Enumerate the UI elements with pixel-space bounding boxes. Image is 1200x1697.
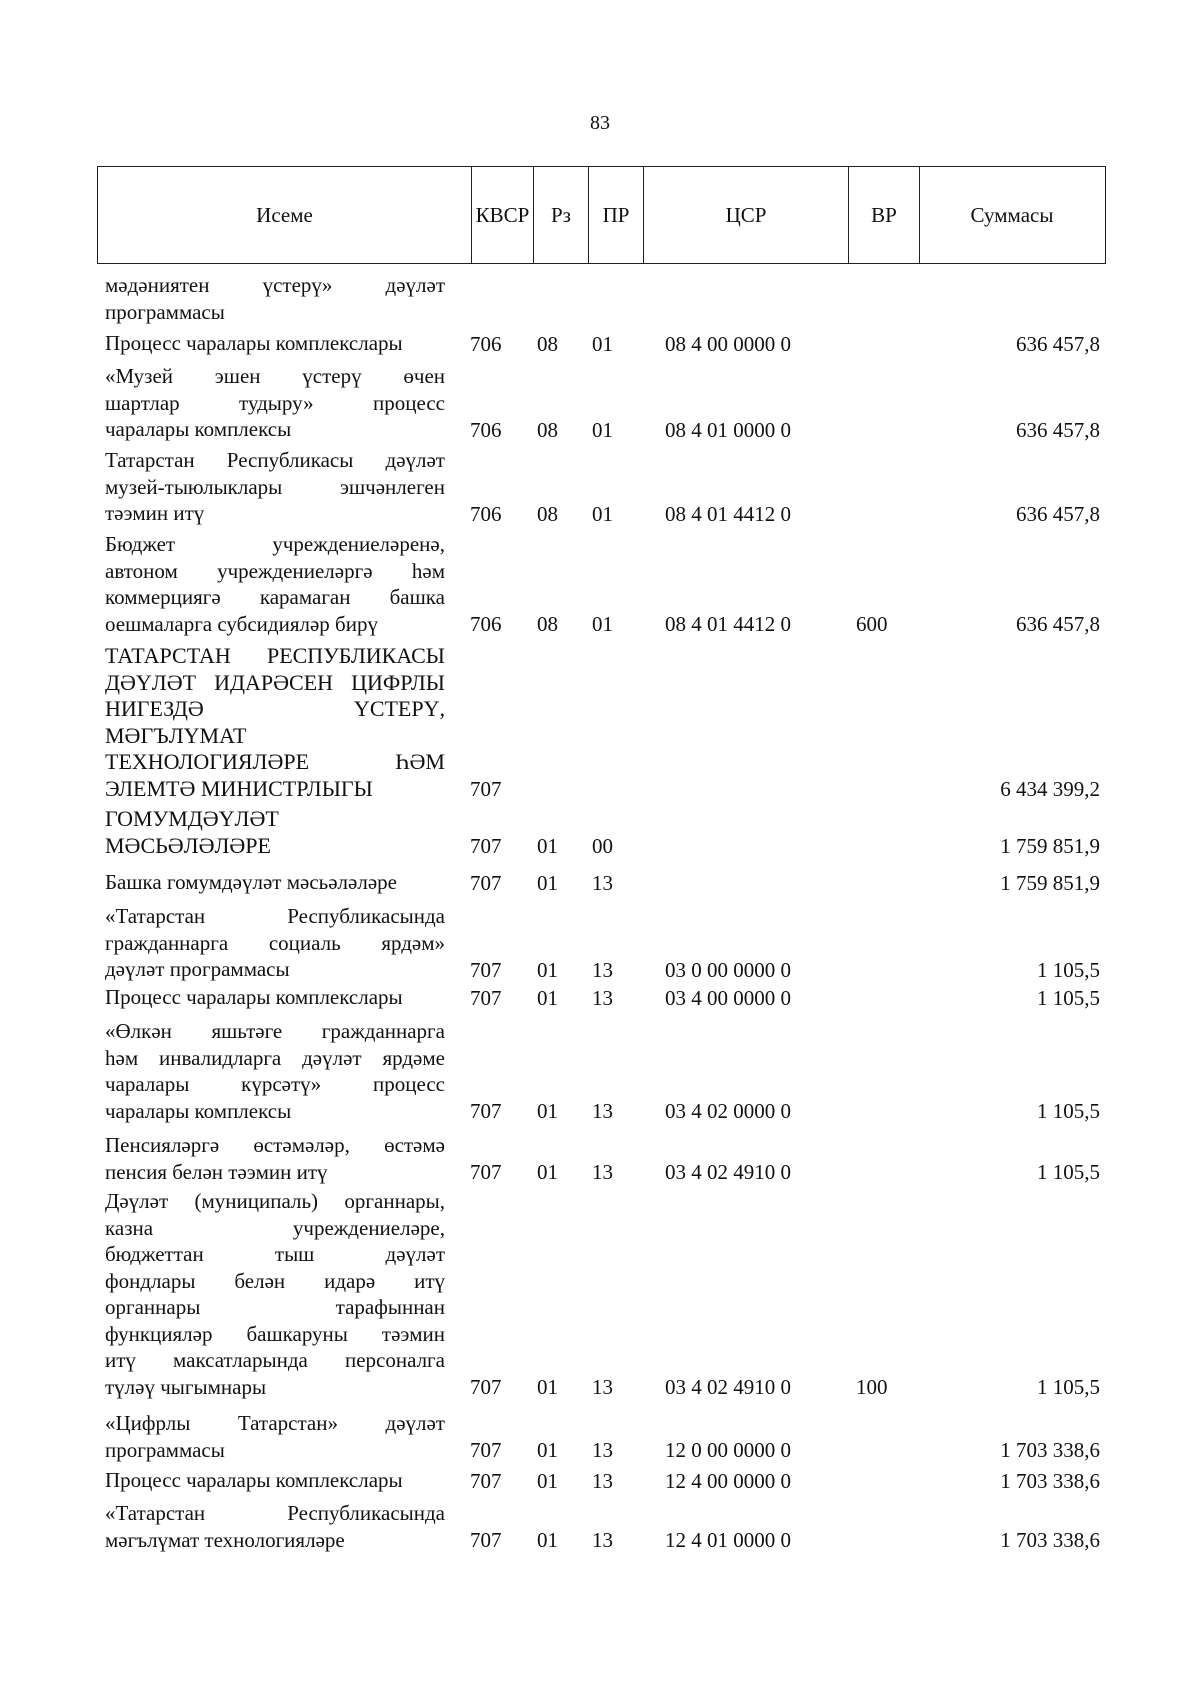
cell-csr: 12 4 01 0000 0 bbox=[665, 1528, 791, 1552]
cell-rz: 01 bbox=[537, 1375, 558, 1399]
table-row bbox=[0, 1467, 1200, 1494]
cell-rz: 01 bbox=[537, 957, 558, 982]
row-name-line: музей-тыюлыклары эшчәнлеген bbox=[105, 474, 445, 499]
cell-kvsr: 707 bbox=[470, 1160, 502, 1184]
table-row bbox=[0, 984, 1200, 1011]
table-row bbox=[0, 643, 1200, 802]
table-row bbox=[0, 272, 1200, 325]
cell-csr: 03 4 00 0000 0 bbox=[665, 985, 791, 1010]
cell-rz: 01 bbox=[537, 1468, 558, 1493]
table-row bbox=[0, 1018, 1200, 1124]
row-name bbox=[105, 272, 445, 325]
cell-csr: 12 4 00 0000 0 bbox=[665, 1468, 791, 1493]
cell-rz: 01 bbox=[537, 834, 558, 858]
row-name-line: «Татарстан Республикасында bbox=[105, 1501, 445, 1525]
row-name-line: коммерциягә карамаган башка bbox=[105, 585, 445, 609]
row-name bbox=[105, 806, 445, 859]
cell-sum: 1 105,5 bbox=[1037, 985, 1100, 1010]
row-name-line: Татарстан Республикасы дәүләт bbox=[105, 448, 445, 472]
cell-kvsr: 706 bbox=[470, 331, 502, 356]
cell-rz: 01 bbox=[537, 870, 558, 895]
row-name bbox=[105, 1188, 445, 1400]
row-name-line: ТАТАРСТАН РЕСПУБЛИКАСЫ bbox=[105, 643, 445, 668]
cell-kvsr: 706 bbox=[470, 417, 502, 442]
row-name-line: оешмаларга субсидияләр бирү bbox=[105, 611, 378, 636]
cell-rz: 01 bbox=[537, 1160, 558, 1184]
cell-rz: 08 bbox=[537, 501, 558, 526]
header-rz: Рз bbox=[533, 167, 588, 263]
cell-kvsr: 706 bbox=[470, 501, 502, 526]
cell-pr: 01 bbox=[592, 417, 613, 442]
row-name bbox=[105, 447, 445, 527]
row-name-line: Процесс чаралары комплекслары bbox=[105, 1468, 403, 1492]
row-name-line: бюджеттан тыш дәүләт bbox=[105, 1242, 445, 1266]
row-name bbox=[105, 869, 445, 896]
cell-pr: 13 bbox=[592, 1375, 613, 1399]
cell-sum: 1 759 851,9 bbox=[1000, 834, 1100, 858]
row-name-line: чаралары комплексы bbox=[105, 1098, 292, 1123]
cell-csr: 08 4 00 0000 0 bbox=[665, 331, 791, 356]
cell-kvsr: 707 bbox=[470, 957, 502, 982]
cell-kvsr: 707 bbox=[470, 1099, 502, 1123]
row-name-line: Пенсияләргә өстәмәләр, өстәмә bbox=[105, 1133, 445, 1157]
row-name-line: казна учреждениеләре, bbox=[105, 1215, 445, 1240]
cell-vr: 100 bbox=[856, 1375, 888, 1399]
cell-rz: 08 bbox=[537, 612, 558, 636]
table-row bbox=[0, 1410, 1200, 1463]
row-name bbox=[105, 1132, 445, 1185]
cell-vr: 600 bbox=[856, 612, 888, 636]
cell-sum: 1 703 338,6 bbox=[1000, 1468, 1100, 1493]
row-name-line: программасы bbox=[105, 299, 225, 324]
cell-pr: 13 bbox=[592, 1099, 613, 1123]
cell-sum: 1 105,5 bbox=[1037, 1099, 1100, 1123]
cell-csr: 03 4 02 4910 0 bbox=[665, 1375, 791, 1399]
cell-sum: 1 105,5 bbox=[1037, 1160, 1100, 1184]
row-name-line: функцияләр башкаруны тәэмин bbox=[105, 1321, 445, 1346]
row-name bbox=[105, 1500, 445, 1553]
cell-sum: 636 457,8 bbox=[1016, 612, 1100, 636]
row-name-line: шартлар тудыру» процесс bbox=[105, 390, 445, 415]
row-name-line: МӘГЪЛҮМАТ bbox=[105, 722, 247, 748]
cell-pr: 13 bbox=[592, 957, 613, 982]
cell-pr: 13 bbox=[592, 1468, 613, 1493]
row-name-line: Процесс чаралары комплекслары bbox=[105, 331, 403, 355]
row-name-line: органнары тарафыннан bbox=[105, 1295, 445, 1319]
cell-kvsr: 706 bbox=[470, 612, 502, 636]
cell-sum: 636 457,8 bbox=[1016, 501, 1100, 526]
header-pr: ПР bbox=[588, 167, 643, 263]
table-header bbox=[97, 166, 1106, 264]
row-name bbox=[105, 984, 445, 1011]
table-row bbox=[0, 531, 1200, 637]
row-name-line: автоном учреждениеләргә һәм bbox=[105, 558, 445, 583]
header-csr: ЦСР bbox=[643, 167, 848, 263]
row-name-line: «Татарстан Республикасында bbox=[105, 904, 445, 928]
row-name bbox=[105, 330, 445, 357]
cell-sum: 1 703 338,6 bbox=[1000, 1528, 1100, 1552]
cell-rz: 08 bbox=[537, 331, 558, 356]
row-name bbox=[105, 363, 445, 443]
table-row bbox=[0, 1500, 1200, 1553]
table-row bbox=[0, 869, 1200, 896]
cell-csr: 03 4 02 4910 0 bbox=[665, 1160, 791, 1184]
cell-sum: 1 759 851,9 bbox=[1000, 870, 1100, 895]
table-row bbox=[0, 903, 1200, 983]
row-name bbox=[105, 1018, 445, 1124]
table-row bbox=[0, 330, 1200, 357]
cell-kvsr: 707 bbox=[470, 777, 502, 801]
cell-pr: 00 bbox=[592, 834, 613, 858]
row-name-line: Процесс чаралары комплекслары bbox=[105, 985, 403, 1009]
table-row bbox=[0, 1188, 1200, 1400]
row-name-line: түләү чыгымнары bbox=[105, 1374, 267, 1399]
cell-rz: 01 bbox=[537, 1528, 558, 1552]
row-name-line: «Өлкән яшьтәге гражданнарга bbox=[105, 1019, 445, 1043]
row-name-line: ТЕХНОЛОГИЯЛӘРЕ ҺӘМ bbox=[105, 749, 445, 774]
table-row bbox=[0, 806, 1200, 859]
cell-sum: 1 105,5 bbox=[1037, 957, 1100, 982]
row-name-line: мәдәниятен үстерү» дәүләт bbox=[105, 273, 445, 297]
row-name-line: ГОМУМДӘҮЛӘТ bbox=[105, 806, 279, 831]
row-name bbox=[105, 1467, 445, 1494]
table-row bbox=[0, 447, 1200, 527]
cell-pr: 13 bbox=[592, 1528, 613, 1552]
cell-sum: 1 105,5 bbox=[1037, 1375, 1100, 1399]
cell-kvsr: 707 bbox=[470, 1375, 502, 1399]
cell-kvsr: 707 bbox=[470, 1528, 502, 1552]
table-row bbox=[0, 1132, 1200, 1185]
cell-sum: 1 703 338,6 bbox=[1000, 1438, 1100, 1462]
row-name bbox=[105, 903, 445, 983]
cell-csr: 12 0 00 0000 0 bbox=[665, 1438, 791, 1462]
row-name-line: гражданнарга социаль ярдәм» bbox=[105, 930, 445, 955]
row-name-line: фондлары белән идарә итү bbox=[105, 1268, 445, 1293]
row-name-line: Бюджет учреждениеләренә, bbox=[105, 532, 445, 556]
cell-pr: 01 bbox=[592, 612, 613, 636]
cell-kvsr: 707 bbox=[470, 985, 502, 1010]
cell-csr: 03 4 02 0000 0 bbox=[665, 1099, 791, 1123]
cell-pr: 13 bbox=[592, 1438, 613, 1462]
cell-kvsr: 707 bbox=[470, 834, 502, 858]
row-name bbox=[105, 643, 445, 802]
row-name-line: пенсия белән тәэмин итү bbox=[105, 1159, 328, 1184]
row-name-line: ДӘҮЛӘТ ИДАРӘСЕН ЦИФРЛЫ bbox=[105, 669, 445, 695]
cell-rz: 08 bbox=[537, 417, 558, 442]
row-name-line: ЭЛЕМТӘ МИНИСТРЛЫГЫ bbox=[105, 775, 373, 801]
row-name bbox=[105, 1410, 445, 1463]
row-name-line: һәм инвалидларга дәүләт ярдәме bbox=[105, 1045, 445, 1070]
cell-rz: 01 bbox=[537, 1099, 558, 1123]
cell-rz: 01 bbox=[537, 1438, 558, 1462]
page-number: 83 bbox=[590, 112, 610, 134]
row-name-line: программасы bbox=[105, 1437, 225, 1462]
cell-sum: 6 434 399,2 bbox=[1000, 777, 1100, 801]
cell-rz: 01 bbox=[537, 985, 558, 1010]
row-name-line: чаралары күрсәтү» процесс bbox=[105, 1072, 445, 1096]
cell-csr: 08 4 01 4412 0 bbox=[665, 501, 791, 526]
row-name-line: чаралары комплексы bbox=[105, 417, 292, 441]
row-name-line: Дәүләт (муниципаль) органнары, bbox=[105, 1189, 445, 1213]
cell-pr: 01 bbox=[592, 331, 613, 356]
cell-pr: 13 bbox=[592, 985, 613, 1010]
cell-csr: 08 4 01 0000 0 bbox=[665, 417, 791, 442]
header-sum: Суммасы bbox=[919, 167, 1104, 263]
cell-pr: 13 bbox=[592, 1160, 613, 1184]
row-name-line: МӘСЬӘЛӘЛӘРЕ bbox=[105, 832, 271, 858]
cell-pr: 13 bbox=[592, 870, 613, 895]
row-name-line: «Музей эшен үстерү өчен bbox=[105, 364, 445, 388]
row-name-line: Башка гомумдәүләт мәсьәләләре bbox=[105, 870, 397, 894]
row-name-line: итү максатларында персоналга bbox=[105, 1348, 445, 1372]
cell-kvsr: 707 bbox=[470, 870, 502, 895]
table-row bbox=[0, 363, 1200, 443]
row-name-line: НИГЕЗДӘ ҮСТЕРҮ, bbox=[105, 696, 445, 721]
cell-kvsr: 707 bbox=[470, 1438, 502, 1462]
header-name: Исеме bbox=[256, 202, 313, 227]
cell-csr: 03 0 00 0000 0 bbox=[665, 957, 791, 982]
cell-sum: 636 457,8 bbox=[1016, 417, 1100, 442]
row-name-line: дәүләт программасы bbox=[105, 957, 290, 981]
header-vr: ВР bbox=[848, 167, 919, 263]
row-name-line: тәэмин итү bbox=[105, 501, 205, 525]
row-name-line: мәгълүмат технологияләре bbox=[105, 1527, 345, 1552]
cell-sum: 636 457,8 bbox=[1016, 331, 1100, 356]
cell-kvsr: 707 bbox=[470, 1468, 502, 1493]
row-name-line: «Цифрлы Татарстан» дәүләт bbox=[105, 1411, 445, 1435]
row-name bbox=[105, 531, 445, 637]
header-kvsr: КВСР bbox=[471, 167, 533, 263]
cell-pr: 01 bbox=[592, 501, 613, 526]
cell-csr: 08 4 01 4412 0 bbox=[665, 612, 791, 636]
